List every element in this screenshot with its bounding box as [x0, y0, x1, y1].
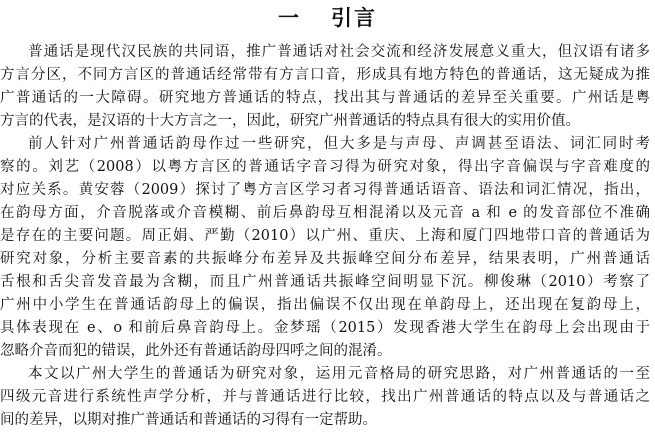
- text-line: 对应关系。黄安蓉（2009）探讨了粤方言区学习者习得普通话语音、语法和词汇情况，指出，: [0, 182, 650, 198]
- text-line: 前人针对广州普通话韵母作过一些研究，但大多是与声母、声调甚至语法、词汇同时考: [28, 136, 650, 152]
- text-line: 广普通话的一大障碍。研究地方普通话的特点，找出其与普通话的差异至关重要。广州话是粤: [0, 90, 650, 106]
- text-line: 在韵母方面，介音脱落或介音模糊、前后鼻韵母互相混淆以及元音 a 和 e 的发音部位不准确: [0, 205, 650, 221]
- text-line: 广州中小学生在普通话韵母上的偏误，指出偏误不仅出现在单韵母上，还出现在复韵母上，: [0, 297, 650, 313]
- text-line: 研究对象，分析主要音素的共振峰分布差异及共振峰空间分布差异，结果表明，广州普通话: [0, 251, 650, 267]
- text-line: 忽略介音而犯的错误，此外还有普通话韵母四呼之间的混淆。: [0, 343, 392, 359]
- section-title: 引言: [331, 6, 377, 30]
- section-heading: [0, 4, 655, 32]
- text-line: 方言分区，不同方言区的普通话经常带有方言口音，形成具有地方特色的普通话，这无疑成为推: [0, 67, 650, 83]
- section-number: 一: [278, 6, 301, 30]
- text-line: 普通话是现代汉民族的共同语，推广普通话对社会交流和经济发展意义重大，但汉语有诸多: [28, 44, 650, 60]
- text-line: 是存在的主要问题。周正娟、严勤（2010）以广州、重庆、上海和厦门四地带口音的普通话为: [0, 228, 650, 244]
- text-line: 舌根和舌尖音发音最为含糊，而且广州普通话共振峰空间明显下沉。柳俊琳（2010）考察了: [0, 274, 650, 290]
- text-line: 察的。刘艺（2008）以粤方言区的普通话字音习得为研究对象，得出字音偏误与字音难度的: [0, 159, 650, 175]
- text-line: 方言的代表，是汉语的十大方言之一，因此，研究广州普通话的特点具有很大的实用价值。: [0, 113, 580, 129]
- text-line: 间的差异，以期对推广普通话和普通话的习得有一定帮助。: [0, 412, 377, 428]
- text-line: 四级元音进行系统性声学分析，并与普通话进行比较，找出广州普通话的特点以及与普通话之: [0, 389, 650, 405]
- text-line: 本文以广州大学生的普通话为研究对象，运用元音格局的研究思路，对广州普通话的一至: [28, 366, 650, 382]
- text-line: 具体表现在 e、o 和前后鼻音韵母上。金梦瑶（2015）发现香港大学生在韵母上会出现由于: [0, 320, 650, 336]
